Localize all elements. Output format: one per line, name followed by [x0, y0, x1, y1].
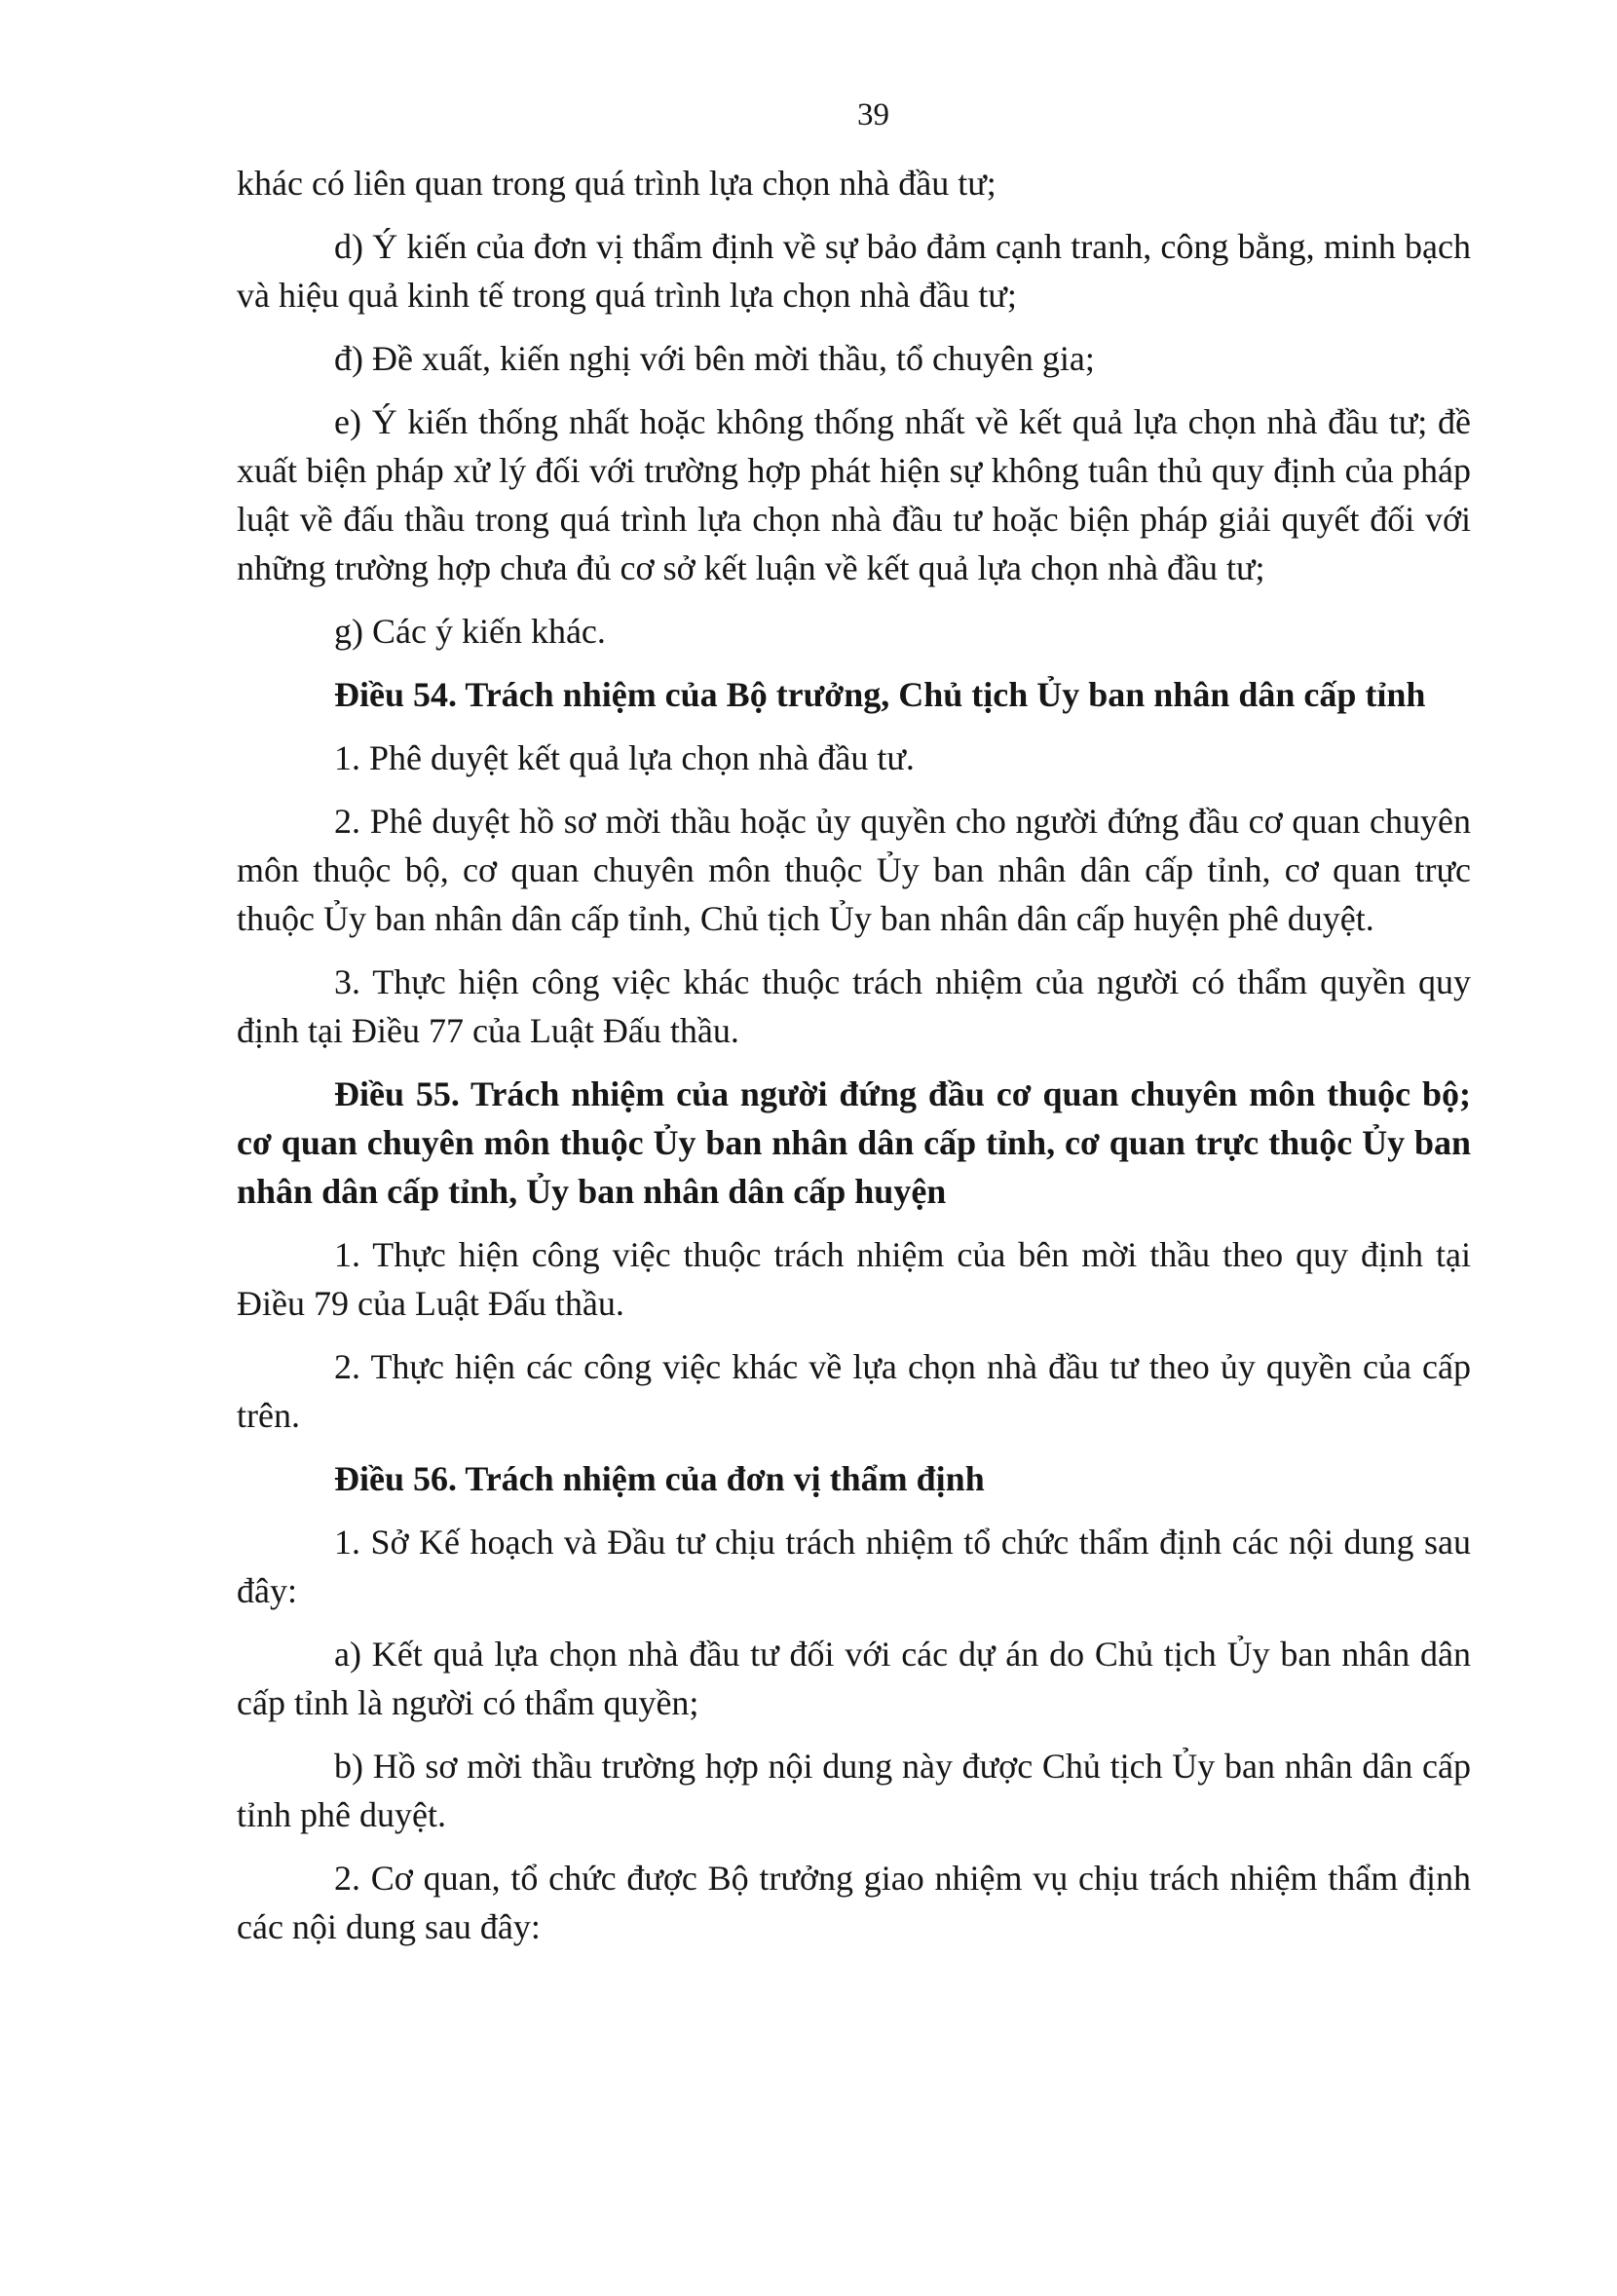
paragraph-item-dd: đ) Đề xuất, kiến nghị với bên mời thầu, tổ chuyên gia;: [334, 339, 1095, 378]
paragraph-item-g: g) Các ý kiến khác.: [334, 612, 606, 651]
paragraph-item-e: e) Ý kiến thống nhất hoặc không thống nhất về kết quả lựa chọn nhà đầu tư; đề xuất biện pháp xử lý đối với trường hợp phát hiện sự không tuân thủ quy định của pháp luật về đấu thầu trong quá trình lựa chọn nhà đầu tư hoặc biện pháp giải quyết đối với những trường hợp chưa đủ cơ sở kết luận về kết quả lựa chọn nhà đầu tư;: [237, 402, 1471, 587]
article-55-clause-1: 1. Thực hiện công việc thuộc trách nhiệm của bên mời thầu theo quy định tại Điều 79 của Luật Đấu thầu.: [237, 1235, 1471, 1323]
paragraph-item-d: d) Ý kiến của đơn vị thẩm định về sự bảo đảm cạnh tranh, công bằng, minh bạch và hiệu quả kinh tế trong quá trình lựa chọn nhà đầu tư;: [237, 227, 1471, 315]
article-56-clause-1: 1. Sở Kế hoạch và Đầu tư chịu trách nhiệm tổ chức thẩm định các nội dung sau đây:: [237, 1523, 1471, 1610]
article-54-clause-3: 3. Thực hiện công việc khác thuộc trách nhiệm của người có thẩm quyền quy định tại Điều 77 của Luật Đấu thầu.: [237, 962, 1471, 1050]
article-55-clause-2: 2. Thực hiện các công việc khác về lựa chọn nhà đầu tư theo ủy quyền của cấp trên.: [237, 1347, 1471, 1435]
paragraph-continuation: khác có liên quan trong quá trình lựa chọn nhà đầu tư;: [237, 164, 997, 203]
article-56-point-a: a) Kết quả lựa chọn nhà đầu tư đối với các dự án do Chủ tịch Ủy ban nhân dân cấp tỉnh là người có thẩm quyền;: [237, 1635, 1471, 1722]
article-54-clause-2: 2. Phê duyệt hồ sơ mời thầu hoặc ủy quyền cho người đứng đầu cơ quan chuyên môn thuộc bộ, cơ quan chuyên môn thuộc Ủy ban nhân dân cấp tỉnh, cơ quan trực thuộc Ủy ban nhân dân cấp tỉnh, Chủ tịch Ủy ban nhân dân cấp huyện phê duyệt.: [237, 802, 1471, 938]
article-56-point-b: b) Hồ sơ mời thầu trường hợp nội dung này được Chủ tịch Ủy ban nhân dân cấp tỉnh phê duyệt.: [237, 1747, 1471, 1834]
article-55-heading: Điều 55. Trách nhiệm của người đứng đầu cơ quan chuyên môn thuộc bộ; cơ quan chuyên môn thuộc Ủy ban nhân dân cấp tỉnh, cơ quan trực thuộc Ủy ban nhân dân cấp tỉnh, Ủy ban nhân dân cấp huyện: [237, 1074, 1471, 1211]
page-number: 39: [857, 97, 889, 132]
article-56-heading: Điều 56. Trách nhiệm của đơn vị thẩm định: [334, 1459, 985, 1498]
article-54-clause-1: 1. Phê duyệt kết quả lựa chọn nhà đầu tư.: [334, 738, 915, 777]
article-56-clause-2: 2. Cơ quan, tổ chức được Bộ trưởng giao nhiệm vụ chịu trách nhiệm thẩm định các nội dung sau đây:: [237, 1859, 1471, 1946]
article-54-heading: Điều 54. Trách nhiệm của Bộ trưởng, Chủ tịch Ủy ban nhân dân cấp tỉnh: [334, 675, 1426, 714]
